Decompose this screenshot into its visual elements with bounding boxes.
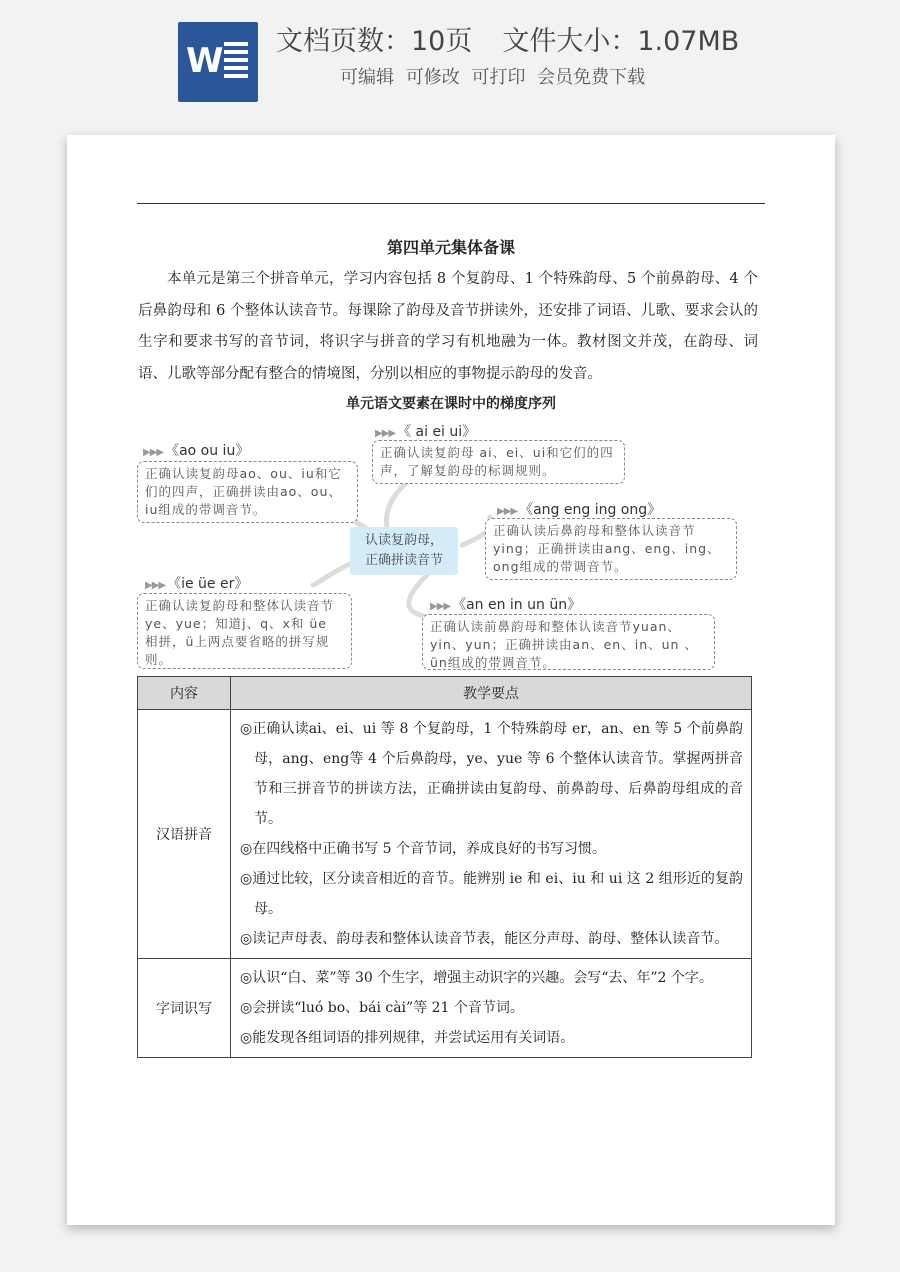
document-title: 第四单元集体备课 (386, 238, 515, 257)
row-points (231, 710, 752, 959)
mindmap-node-title-ao-ou-iu: ▶▶▶ 《ao ou iu》 (143, 443, 250, 459)
section-subtitle: 单元语文要素在课时中的梯度序列 (346, 396, 556, 412)
page-count: 文档页数：10页 (276, 26, 473, 57)
teaching-point: ◎通过比较，区分读音相近的音节。能辨别 ie 和 ei、iu 和 ui 这 2 组形近的复韵母。 (240, 871, 743, 917)
table-row (138, 959, 752, 1058)
table-row (138, 710, 752, 959)
row-category: 汉语拼音 (138, 710, 231, 959)
mindmap-center-line-2: 正确拼读音节 (364, 553, 443, 568)
download-banner (0, 0, 900, 120)
teaching-point: ◎读记声母表、韵母表和整体认读音节表，能区分声母、韵母、整体认读音节。 (240, 931, 729, 947)
column-header-content: 内容 (138, 677, 231, 710)
mindmap-node-ang-eng-ing-ong: 正确认读后鼻韵母和整体认读音节ying；正确拼读由ang、eng、ing、ong组成的带调音节。 (485, 518, 737, 580)
mindmap-node-title-ie-ue-er: ▶▶▶ 《ie üe er》 (145, 576, 249, 592)
file-size: 文件大小：1.07MB (502, 26, 740, 57)
teaching-points-table (137, 676, 752, 1058)
table-header-row (138, 677, 752, 710)
mindmap-node-title-ai-ei-ui: ▶▶▶ 《 ai ei ui》 (375, 424, 477, 440)
teaching-point: ◎会拼读“luó bo、bái cài”等 21 个音节词。 (240, 1000, 524, 1016)
word-logo-lines (224, 42, 248, 82)
row-points (231, 959, 752, 1058)
teaching-point: ◎认识“白、菜”等 30 个生字，增强主动识字的兴趣。会写“去、年”2 个字。 (240, 970, 713, 986)
mindmap-center-line-1: 认读复韵母， (364, 533, 443, 548)
word-logo-letter: W (186, 41, 224, 81)
mindmap-center (350, 527, 458, 575)
intro-paragraph: 本单元是第三个拼音单元，学习内容包括 8 个复韵母、1 个特殊韵母、5 个前鼻韵母、4 个后鼻韵母和 6 个整体认读音节。每课除了韵母及音节拼读外，还安排了词语、儿歌、要求会认的生字和要求书写的音节词，将识字与拼音的学习有机地融为一体。教材图文并茂，在韵母、词语、儿歌等部分配有整合的情境图，分别以相应的事物提示韵母的发音。 (138, 271, 758, 382)
mindmap-node-ao-ou-iu: 正确认读复韵母ao、ou、iu和它们的四声，正确拼读由ao、ou、iu组成的带调音节。 (137, 461, 358, 523)
teaching-point: ◎正确认读ai、ei、ui 等 8 个复韵母，1 个特殊韵母 er，an、en 等 5 个前鼻韵母，ang、eng等 4 个后鼻韵母，ye、yue 等 6 个整体认读音节。掌握两拼音节和三拼音节的拼读方法，正确拼读由复韵母、前鼻韵母、后鼻韵母组成的音节。 (240, 721, 743, 827)
column-header-points: 教学要点 (231, 677, 752, 710)
feature-list: 可编辑 可修改 可打印 会员免费下载 (340, 67, 646, 88)
document-page (67, 135, 835, 1225)
mindmap-node-an-en-in-un-un: 正确认读前鼻韵母和整体认读音节yuan、yin、yun；正确拼读由an、en、in、un 、ün组成的带调音节。 (422, 614, 715, 670)
word-file-icon (178, 22, 258, 102)
teaching-point: ◎在四线格中正确书写 5 个音节词，养成良好的书写习惯。 (240, 841, 607, 857)
teaching-point: ◎能发现各组词语的排列规律，并尝试运用有关词语。 (240, 1030, 575, 1046)
mindmap-node-ai-ei-ui: 正确认读复韵母 ai、ei、ui和它们的四声，了解复韵母的标调规则。 (372, 440, 625, 484)
file-info (276, 22, 739, 62)
mindmap-node-ie-ue-er: 正确认读复韵母和整体认读音节ye、yue；知道j、q、x和 üe 相拼，ü上两点要省略的拼写规则。 (137, 593, 352, 669)
mindmap-node-title-ang-eng-ing-ong: ▶▶▶ 《ang eng ing ong》 (497, 502, 662, 518)
row-category: 字词识写 (138, 959, 231, 1058)
mindmap-node-title-an-en-in-un-un: ▶▶▶ 《an en in un ün》 (430, 597, 582, 613)
